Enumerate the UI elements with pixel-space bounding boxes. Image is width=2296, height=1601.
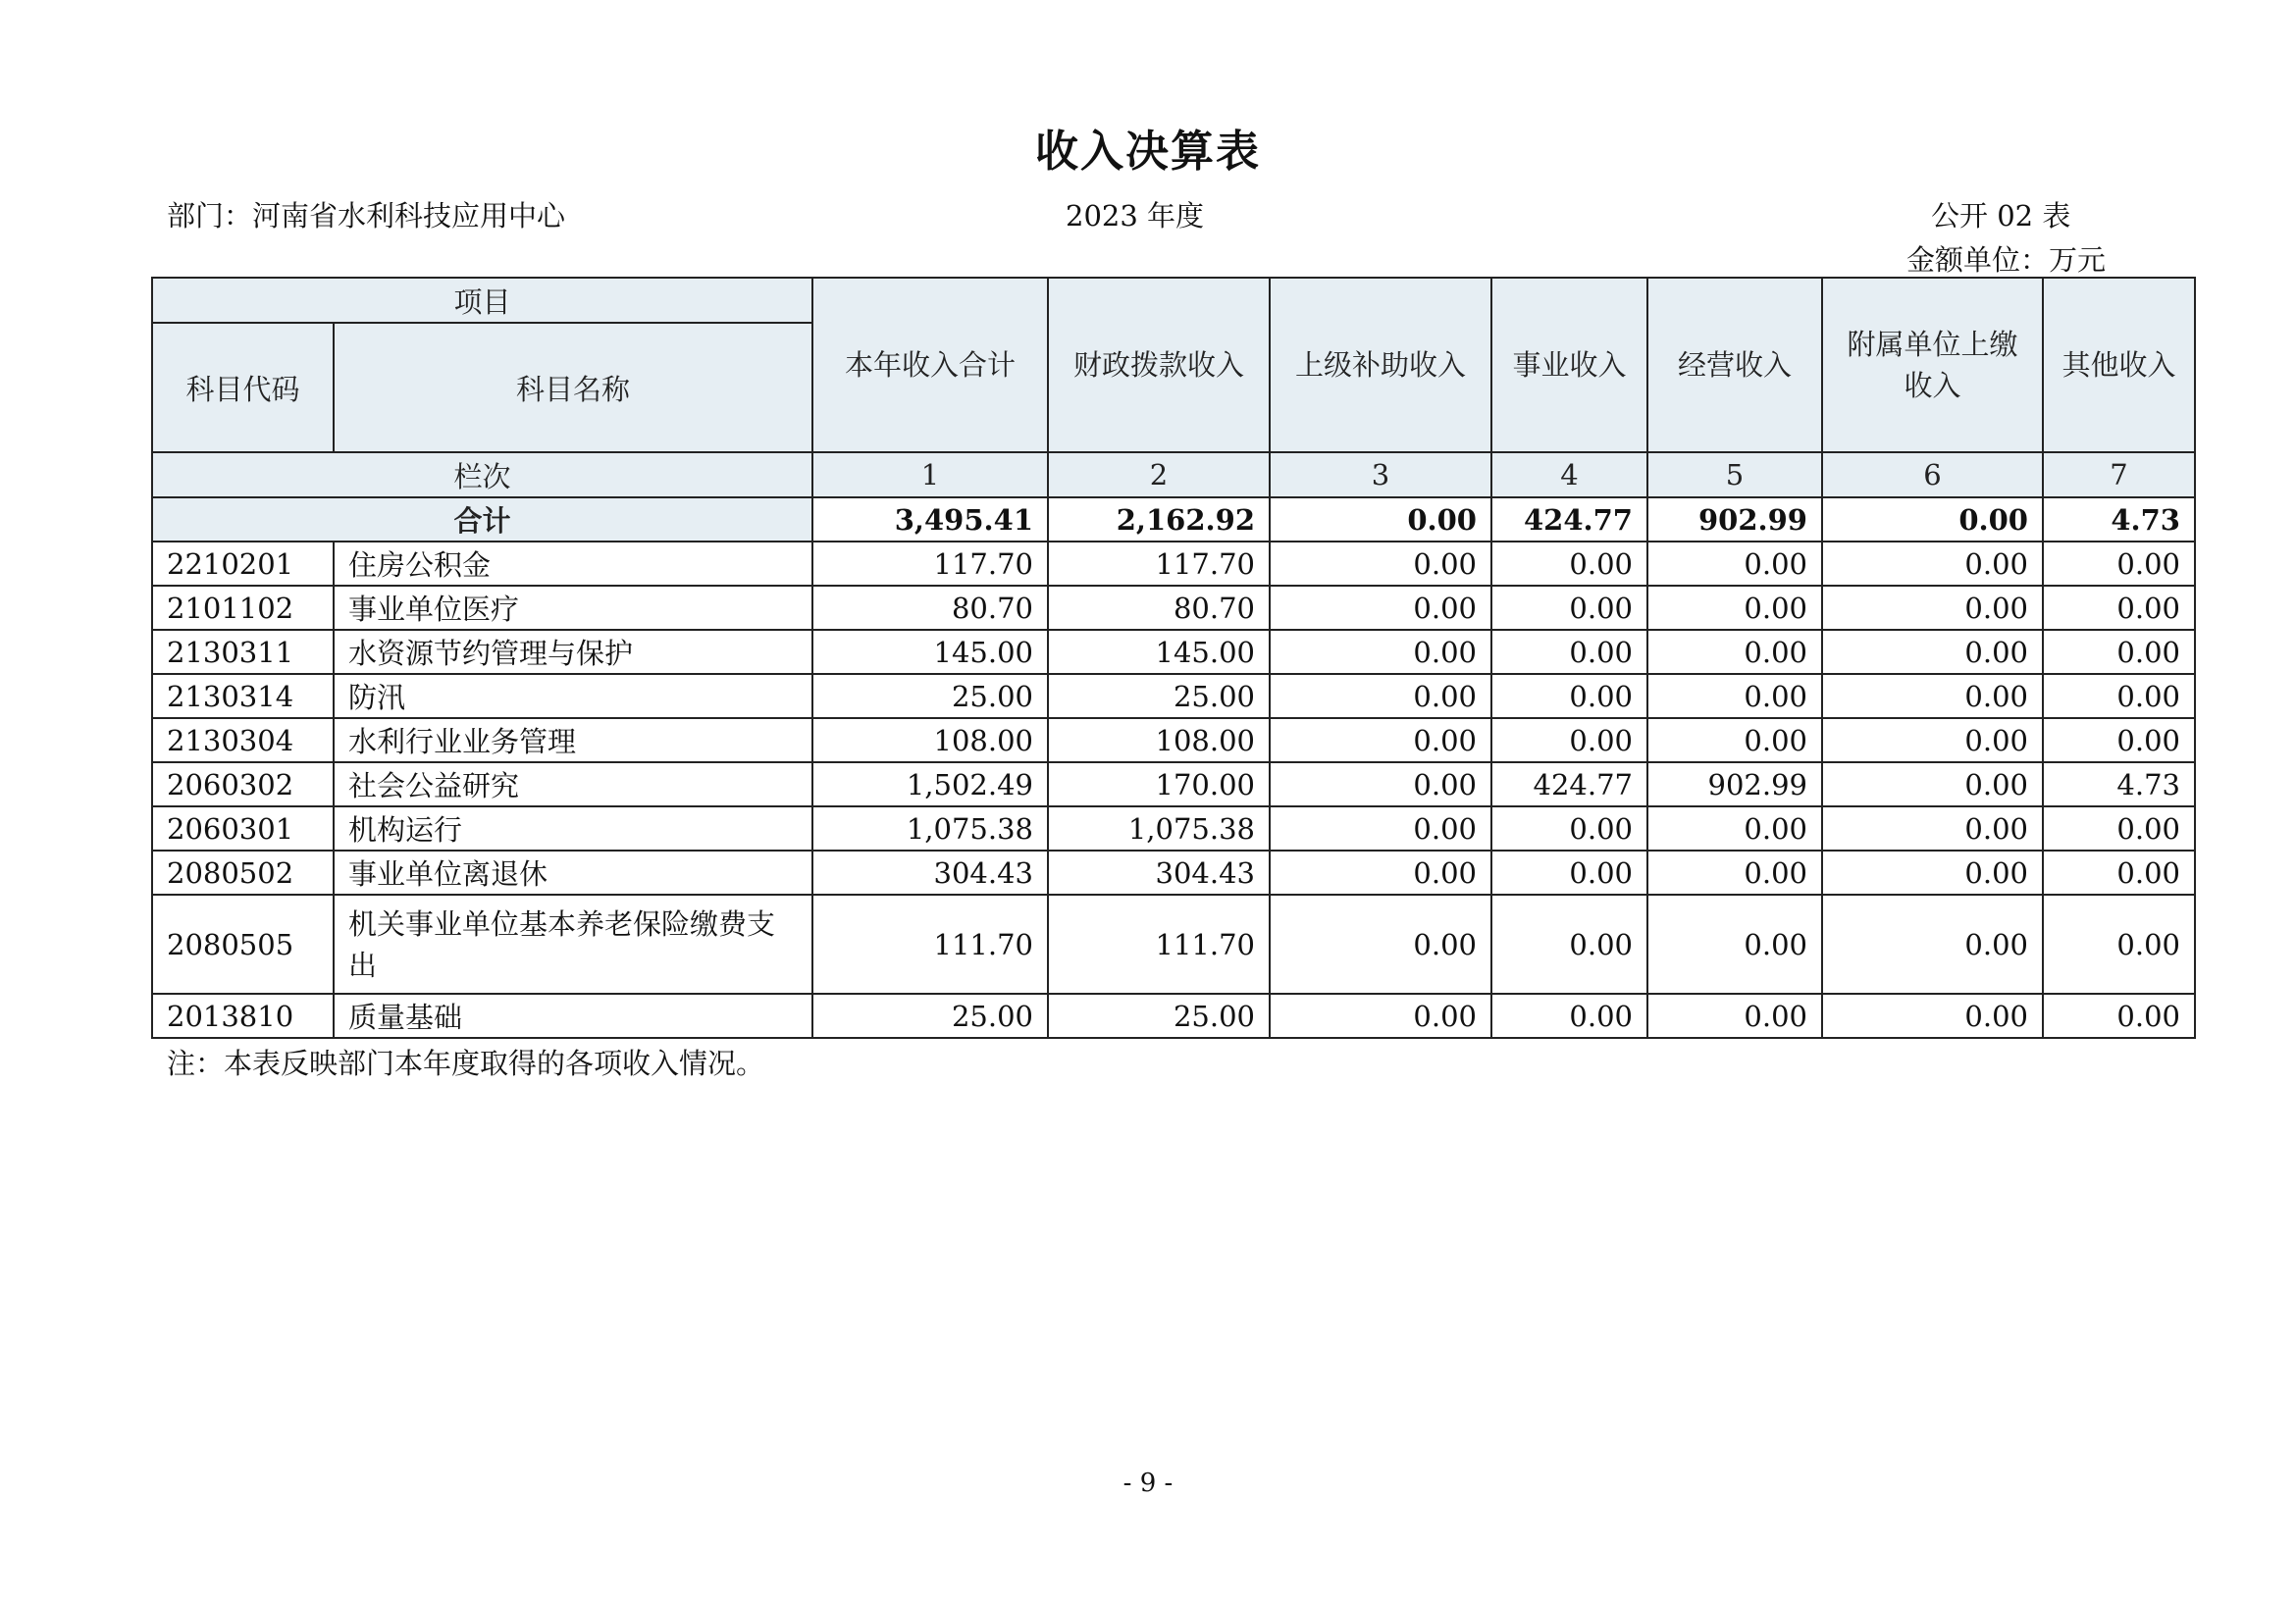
subject-code: 2060302 bbox=[152, 762, 334, 806]
amount-cell: 0.00 bbox=[1491, 542, 1647, 586]
amount-cell: 4.73 bbox=[2043, 762, 2195, 806]
amount-cell: 0.00 bbox=[1491, 586, 1647, 630]
column-index-label: 栏次 bbox=[152, 452, 812, 497]
subject-name: 事业单位离退休 bbox=[334, 851, 812, 895]
total-label: 合计 bbox=[152, 497, 812, 542]
amount-cell: 0.00 bbox=[1270, 851, 1491, 895]
amount-cell: 304.43 bbox=[812, 851, 1048, 895]
subject-code: 2130304 bbox=[152, 718, 334, 762]
table-row bbox=[152, 895, 2195, 994]
amount-cell: 0.00 bbox=[2043, 895, 2195, 994]
amount-cell: 0.00 bbox=[1270, 586, 1491, 630]
amount-cell: 0.00 bbox=[1647, 895, 1822, 994]
table-row bbox=[152, 586, 2195, 630]
amount-cell: 0.00 bbox=[2043, 806, 2195, 851]
subject-code: 2130314 bbox=[152, 674, 334, 718]
total-value: 902.99 bbox=[1647, 497, 1822, 542]
amount-cell: 0.00 bbox=[1491, 718, 1647, 762]
column-index: 3 bbox=[1270, 452, 1491, 497]
fiscal-year: 2023 年度 bbox=[1066, 199, 1205, 232]
amount-cell: 0.00 bbox=[1647, 542, 1822, 586]
subject-code: 2080505 bbox=[152, 895, 334, 994]
amount-cell: 0.00 bbox=[1822, 994, 2043, 1038]
amount-cell: 1,075.38 bbox=[812, 806, 1048, 851]
total-value: 424.77 bbox=[1491, 497, 1647, 542]
amount-cell: 0.00 bbox=[1270, 674, 1491, 718]
total-value: 0.00 bbox=[1822, 497, 2043, 542]
income-table bbox=[151, 277, 2196, 1039]
amount-cell: 0.00 bbox=[2043, 674, 2195, 718]
amount-cell: 0.00 bbox=[1647, 630, 1822, 674]
amount-cell: 117.70 bbox=[812, 542, 1048, 586]
amount-cell: 25.00 bbox=[812, 994, 1048, 1038]
subject-name: 机构运行 bbox=[334, 806, 812, 851]
amount-cell: 0.00 bbox=[1647, 806, 1822, 851]
amount-cell: 902.99 bbox=[1647, 762, 1822, 806]
amount-cell: 145.00 bbox=[1048, 630, 1270, 674]
table-row bbox=[152, 851, 2195, 895]
amount-cell: 0.00 bbox=[1491, 674, 1647, 718]
subject-name: 住房公积金 bbox=[334, 542, 812, 586]
amount-cell: 0.00 bbox=[1822, 718, 2043, 762]
column-index: 4 bbox=[1491, 452, 1647, 497]
amount-cell: 0.00 bbox=[1822, 895, 2043, 994]
subject-name: 事业单位医疗 bbox=[334, 586, 812, 630]
column-index: 2 bbox=[1048, 452, 1270, 497]
table-row bbox=[152, 542, 2195, 586]
table-row bbox=[152, 674, 2195, 718]
amount-cell: 0.00 bbox=[2043, 851, 2195, 895]
amount-cell: 0.00 bbox=[2043, 718, 2195, 762]
table-row bbox=[152, 994, 2195, 1038]
amount-cell: 0.00 bbox=[1822, 851, 2043, 895]
amount-cell: 0.00 bbox=[1491, 851, 1647, 895]
column-index: 5 bbox=[1647, 452, 1822, 497]
total-value: 4.73 bbox=[2043, 497, 2195, 542]
total-value: 3,495.41 bbox=[812, 497, 1048, 542]
header-name: 科目名称 bbox=[334, 323, 812, 452]
header-col-5: 经营收入 bbox=[1647, 278, 1822, 452]
total-row bbox=[152, 497, 2195, 542]
amount-cell: 1,075.38 bbox=[1048, 806, 1270, 851]
amount-cell: 111.70 bbox=[1048, 895, 1270, 994]
column-index: 6 bbox=[1822, 452, 2043, 497]
subject-name: 水资源节约管理与保护 bbox=[334, 630, 812, 674]
amount-cell: 1,502.49 bbox=[812, 762, 1048, 806]
table-note: 注：本表反映部门本年度取得的各项收入情况。 bbox=[167, 1047, 765, 1080]
amount-cell: 0.00 bbox=[2043, 994, 2195, 1038]
amount-cell: 0.00 bbox=[1822, 542, 2043, 586]
subject-name: 水利行业业务管理 bbox=[334, 718, 812, 762]
header-col-6: 附属单位上缴收入 bbox=[1822, 278, 2043, 452]
table-number: 公开 02 表 bbox=[1931, 199, 2071, 232]
amount-cell: 25.00 bbox=[1048, 994, 1270, 1038]
amount-cell: 0.00 bbox=[1647, 994, 1822, 1038]
table-row bbox=[152, 762, 2195, 806]
header-col-3: 上级补助收入 bbox=[1270, 278, 1491, 452]
header-col-1: 本年收入合计 bbox=[812, 278, 1048, 452]
subject-name: 质量基础 bbox=[334, 994, 812, 1038]
amount-cell: 0.00 bbox=[1270, 718, 1491, 762]
department-label: 部门：河南省水利科技应用中心 bbox=[167, 199, 566, 232]
amount-cell: 0.00 bbox=[1491, 895, 1647, 994]
total-value: 0.00 bbox=[1270, 497, 1491, 542]
header-code: 科目代码 bbox=[152, 323, 334, 452]
amount-cell: 108.00 bbox=[1048, 718, 1270, 762]
subject-code: 2210201 bbox=[152, 542, 334, 586]
header-col-4: 事业收入 bbox=[1491, 278, 1647, 452]
amount-cell: 25.00 bbox=[812, 674, 1048, 718]
amount-cell: 145.00 bbox=[812, 630, 1048, 674]
amount-cell: 0.00 bbox=[1822, 586, 2043, 630]
amount-cell: 0.00 bbox=[1647, 674, 1822, 718]
amount-cell: 170.00 bbox=[1048, 762, 1270, 806]
amount-cell: 0.00 bbox=[1270, 895, 1491, 994]
amount-cell: 0.00 bbox=[1491, 994, 1647, 1038]
amount-cell: 0.00 bbox=[2043, 630, 2195, 674]
column-index-row bbox=[152, 452, 2195, 497]
amount-unit: 金额单位：万元 bbox=[1906, 243, 2107, 277]
table-row bbox=[152, 630, 2195, 674]
column-index: 7 bbox=[2043, 452, 2195, 497]
subject-code: 2060301 bbox=[152, 806, 334, 851]
header-row-item bbox=[152, 278, 2195, 323]
header-item: 项目 bbox=[152, 278, 812, 323]
subject-name: 防汛 bbox=[334, 674, 812, 718]
subject-code: 2101102 bbox=[152, 586, 334, 630]
amount-cell: 0.00 bbox=[1270, 762, 1491, 806]
table-row bbox=[152, 718, 2195, 762]
subject-name: 机关事业单位基本养老保险缴费支出 bbox=[334, 895, 812, 994]
amount-cell: 80.70 bbox=[812, 586, 1048, 630]
page-number: - 9 - bbox=[1122, 1469, 1174, 1498]
subject-code: 2080502 bbox=[152, 851, 334, 895]
amount-cell: 117.70 bbox=[1048, 542, 1270, 586]
subject-name: 社会公益研究 bbox=[334, 762, 812, 806]
header-col-2: 财政拨款收入 bbox=[1048, 278, 1270, 452]
amount-cell: 0.00 bbox=[1270, 542, 1491, 586]
amount-cell: 304.43 bbox=[1048, 851, 1270, 895]
amount-cell: 0.00 bbox=[2043, 586, 2195, 630]
amount-cell: 0.00 bbox=[1491, 630, 1647, 674]
subject-code: 2130311 bbox=[152, 630, 334, 674]
amount-cell: 0.00 bbox=[1491, 806, 1647, 851]
amount-cell: 0.00 bbox=[1647, 586, 1822, 630]
amount-cell: 0.00 bbox=[1270, 630, 1491, 674]
amount-cell: 25.00 bbox=[1048, 674, 1270, 718]
amount-cell: 424.77 bbox=[1491, 762, 1647, 806]
amount-cell: 0.00 bbox=[1647, 851, 1822, 895]
amount-cell: 111.70 bbox=[812, 895, 1048, 994]
amount-cell: 0.00 bbox=[1822, 762, 2043, 806]
amount-cell: 0.00 bbox=[1822, 806, 2043, 851]
amount-cell: 80.70 bbox=[1048, 586, 1270, 630]
amount-cell: 0.00 bbox=[1822, 674, 2043, 718]
amount-cell: 0.00 bbox=[1822, 630, 2043, 674]
amount-cell: 108.00 bbox=[812, 718, 1048, 762]
column-index: 1 bbox=[812, 452, 1048, 497]
amount-cell: 0.00 bbox=[1270, 994, 1491, 1038]
header-col-7: 其他收入 bbox=[2043, 278, 2195, 452]
amount-cell: 0.00 bbox=[2043, 542, 2195, 586]
amount-cell: 0.00 bbox=[1270, 806, 1491, 851]
report-title: 收入决算表 bbox=[1035, 127, 1261, 177]
table-row bbox=[152, 806, 2195, 851]
amount-cell: 0.00 bbox=[1647, 718, 1822, 762]
subject-code: 2013810 bbox=[152, 994, 334, 1038]
total-value: 2,162.92 bbox=[1048, 497, 1270, 542]
